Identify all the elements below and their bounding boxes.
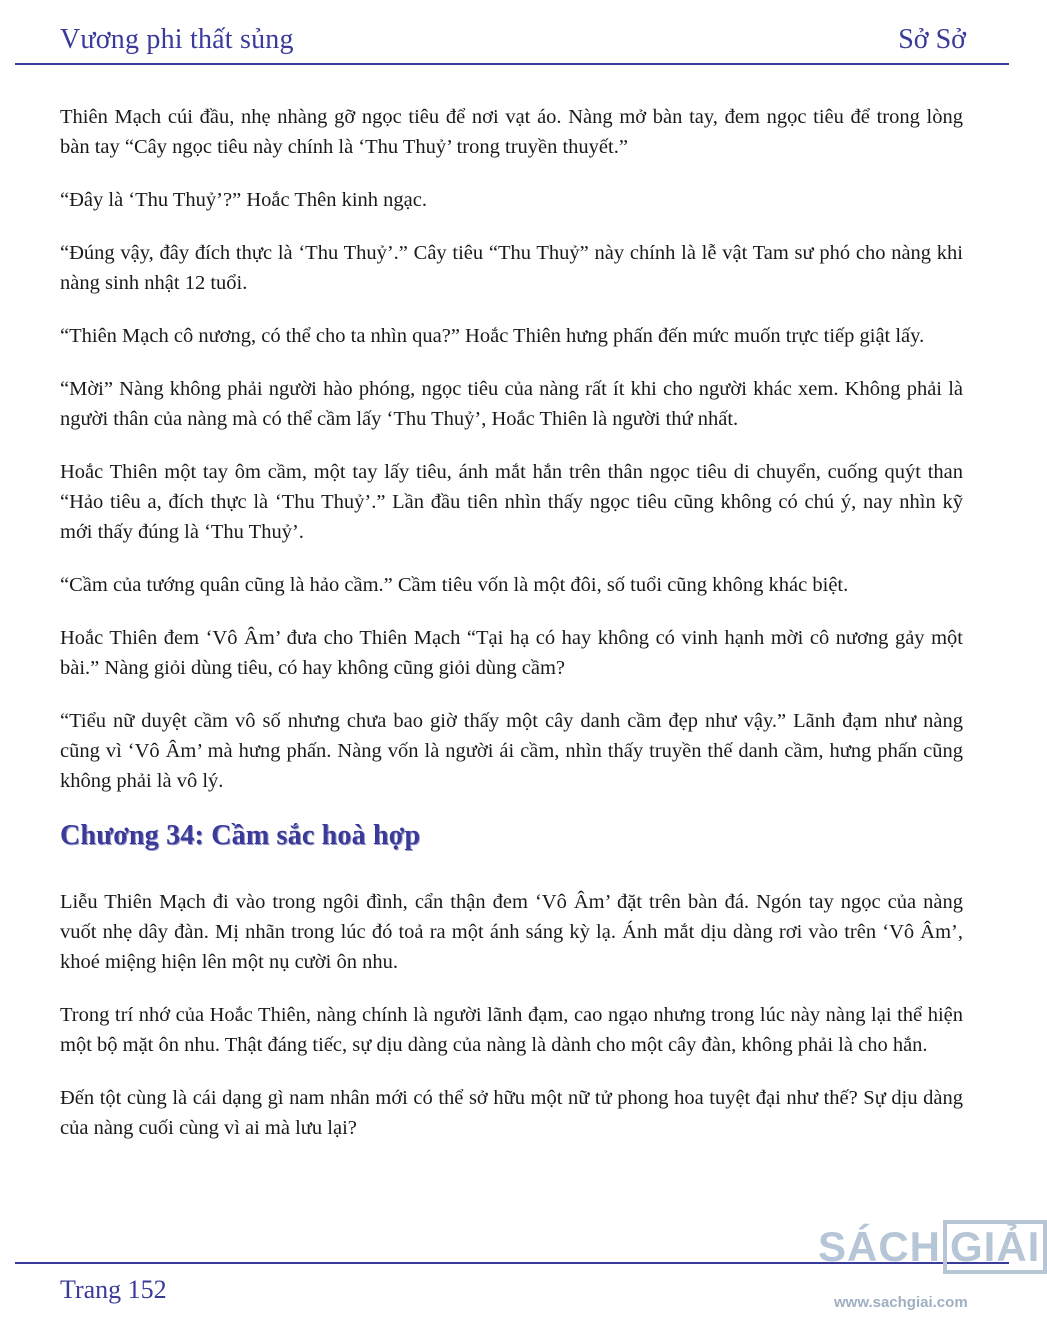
watermark-logo-right: GIẢI: [943, 1220, 1047, 1274]
paragraph: “Tiểu nữ duyệt cầm vô số nhưng chưa bao giờ thấy một cây danh cầm đẹp như vậy.” Lãnh đạm như nàng cũng vì ‘Vô Âm’ mà hưng phấn. Nàng vốn là người ái cầm, nhìn thấy truyền thế danh cầm, hưng phấn cũng không phải là vô lý.: [60, 710, 963, 792]
page-body: [60, 102, 963, 1166]
paragraph: “Đây là ‘Thu Thuỷ’?” Hoắc Thên kinh ngạc.: [60, 189, 427, 211]
watermark: [818, 1212, 1041, 1322]
paragraph: Trong trí nhớ của Hoắc Thiên, nàng chính là người lãnh đạm, cao ngạo nhưng trong lúc này nàng lại thể hiện một bộ mặt ôn nhu. Thật đáng tiếc, sự dịu dàng của nàng là dành cho một cây đàn, không phải là cho hắn.: [60, 1004, 963, 1056]
chapter-heading: Chương 34: Cầm sắc hoà hợp: [60, 820, 421, 851]
book-author: Sở Sở: [898, 24, 966, 55]
header-divider: [15, 63, 1009, 65]
watermark-url: www.sachgiai.com: [834, 1294, 968, 1311]
page-header: [0, 0, 1024, 70]
paragraph: “Đúng vậy, đây đích thực là ‘Thu Thuỷ’.” Cây tiêu “Thu Thuỷ” này chính là lễ vật Tam sư phó cho nàng khi nàng sinh nhật 12 tuổi.: [60, 242, 963, 294]
paragraph: Hoắc Thiên một tay ôm cầm, một tay lấy tiêu, ánh mắt hắn trên thân ngọc tiêu di chuyển, cuống quýt than “Hảo tiêu a, đích thực là ‘Thu Thuỷ’.” Lần đầu tiên nhìn thấy ngọc tiêu cũng không có chú ý, nay nhìn kỹ mới thấy đúng là ‘Thu Thuỷ’.: [60, 461, 963, 543]
paragraph: Thiên Mạch cúi đầu, nhẹ nhàng gỡ ngọc tiêu để nơi vạt áo. Nàng mở bàn tay, đem ngọc tiêu để trong lòng bàn tay “Cây ngọc tiêu này chính là ‘Thu Thuỷ’ trong truyền thuyết.”: [60, 106, 963, 158]
paragraph: “Thiên Mạch cô nương, có thể cho ta nhìn qua?” Hoắc Thiên hưng phấn đến mức muốn trực tiếp giật lấy.: [60, 325, 925, 347]
paragraph: Liễu Thiên Mạch đi vào trong ngôi đình, cẩn thận đem ‘Vô Âm’ đặt trên bàn đá. Ngón tay ngọc của nàng vuốt nhẹ dây đàn. Mị nhãn trong lúc đó toả ra một ánh sáng kỳ lạ. Ánh mắt dịu dàng rơi vào trên ‘Vô Âm’, khoé miệng hiện lên một nụ cười ôn nhu.: [60, 891, 963, 973]
book-title: Vương phi thất sủng: [60, 24, 294, 55]
paragraph: Đến tột cùng là cái dạng gì nam nhân mới có thể sở hữu một nữ tử phong hoa tuyệt đại như thế? Sự dịu dàng của nàng cuối cùng vì ai mà lưu lại?: [60, 1087, 963, 1139]
paragraph: “Cầm của tướng quân cũng là hảo cầm.” Cầm tiêu vốn là một đôi, số tuổi cũng không khác biệt.: [60, 574, 849, 596]
page-number: Trang 152: [60, 1275, 167, 1304]
watermark-logo-left: SÁCH: [818, 1223, 942, 1270]
paragraph: “Mời” Nàng không phải người hào phóng, ngọc tiêu của nàng rất ít khi cho người khác xem. Không phải là người thân của nàng mà có thể cầm lấy ‘Thu Thuỷ’, Hoắc Thiên là người thứ nhất.: [60, 378, 963, 430]
paragraph: Hoắc Thiên đem ‘Vô Âm’ đưa cho Thiên Mạch “Tại hạ có hay không có vinh hạnh mời cô nương gảy một bài.” Nàng giỏi dùng tiêu, có hay không cũng giỏi dùng cầm?: [60, 627, 963, 679]
watermark-logo: [818, 1220, 1047, 1274]
